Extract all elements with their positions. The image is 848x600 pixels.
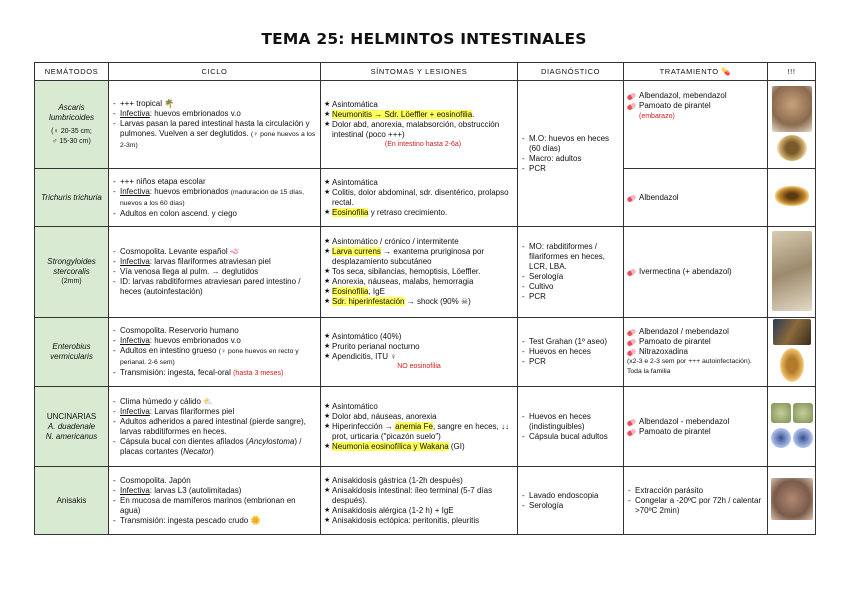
list-item: - Adultos en intestino grueso (♀ pone huevos en recto y perianal. 2-6 sem): [112, 346, 317, 368]
row-trichuris: [35, 169, 816, 227]
sintomas-anisakis: [321, 467, 518, 535]
list-item: - Cápsula bucal con dientes afilados (Ancylostoma) / placas cortantes (Necator): [112, 437, 317, 457]
list-item: - Transmisión: ingesta, fecal-oral (hasta 3 meses): [112, 368, 317, 379]
list-item: ★ Hiperinfección → anemia Fe, sangre en heces, ↓↓ prot, urticaria ("picazón suelo"): [324, 422, 514, 442]
list-item: - Larvas pasan la pared intestinal hasta la circulación y pulmones. Vuelven a ser deglutidos. (♀ pone huevos a los 2-3m): [112, 119, 317, 151]
list-item: - En mucosa de mamíferos marinos (embrionan en agua): [112, 496, 317, 516]
list-item: - Cultivo: [521, 282, 620, 292]
row-enterobius: [35, 318, 816, 387]
images-trichuris: [768, 169, 816, 227]
list-item: ★ Tos seca, sibilancias, hemoptisis, Löeffler.: [324, 267, 514, 277]
list-item: - Serología: [521, 272, 620, 282]
list-item: - Huevos en heces: [521, 347, 620, 357]
row-anisakis: [35, 467, 816, 535]
pill-icon: [626, 428, 636, 437]
header-row: [35, 63, 816, 81]
sintomas-trichuris: [321, 169, 518, 227]
name-enterobius: Enterobius vermicularis: [35, 318, 109, 387]
list-item: - Huevos en heces (indistinguibles): [521, 412, 620, 432]
list-item: - Cosmopolita. Reservorio humano: [112, 326, 317, 336]
ciclo-uncinarias: [109, 387, 321, 467]
enterobius-worm-image: [773, 319, 811, 345]
list-item: - Adultos en colon ascend. y ciego: [112, 209, 317, 219]
list-item: - Lavado endoscopia: [521, 491, 620, 501]
images-strongyloides: [768, 227, 816, 318]
list-item: - Infectiva: huevos embrionados v.o: [112, 109, 317, 119]
row-strongyloides: [35, 227, 816, 318]
diagnostico-enterobius: [518, 318, 624, 387]
sintomas-ascaris: [321, 81, 518, 169]
list-item: ★ Anorexia, náuseas, malabs, hemorragia: [324, 277, 514, 287]
enterobius-egg-image: [780, 348, 804, 382]
ascaris-egg-image: [777, 135, 807, 161]
list-item: ★ Asintomático: [324, 402, 514, 412]
hookworm-mouth-image: [793, 428, 813, 448]
list-item: ★ Colitis, dolor abdominal, sdr. disentérico, prolapso rectal.: [324, 188, 514, 208]
list-item: - Infectiva: huevos embrionados (maduración de 15 días, nuevos a los 60 días): [112, 187, 317, 209]
list-item: - Clima húmedo y cálido ⛅: [112, 397, 317, 407]
name-uncinarias: UNCINARIAS A. duadenale N. americanus: [35, 387, 109, 467]
pill-icon: [626, 268, 636, 277]
diagnostico-uncinarias: [518, 387, 624, 467]
hookworm-mouth-image: [771, 428, 791, 448]
list-item: - Cápsula bucal adultos: [521, 432, 620, 442]
pill-icon: [626, 92, 636, 101]
pill-icon: [626, 338, 636, 347]
helminths-table: [34, 62, 816, 535]
list-item: ★ Sdr. hiperinfestación → shock (90% ☠): [324, 297, 514, 307]
list-item: - Cosmopolita. Japón: [112, 476, 317, 486]
pill-icon: [626, 102, 636, 111]
list-item: ★ Apendicitis, ITU ♀: [324, 352, 514, 362]
name-anisakis: Anisakis: [35, 467, 109, 535]
diagnostico-anisakis: [518, 467, 624, 535]
list-item: ★ Anisakidosis gástrica (1-2h después): [324, 476, 514, 486]
tratamiento-ascaris: Albendazol, mebendazol Pamoato de pirantel (embarazo): [624, 81, 768, 169]
header-ciclo: CICLO: [109, 63, 321, 81]
list-item: - +++ niños etapa escolar: [112, 177, 317, 187]
images-enterobius: [768, 318, 816, 387]
list-item: - ID: larvas rabditiformes atraviesan pared intestino / heces (autoinfestación): [112, 277, 317, 297]
ciclo-anisakis: [109, 467, 321, 535]
diagnostico-strongyloides: [518, 227, 624, 318]
list-item: ★ Prurito perianal nocturno: [324, 342, 514, 352]
list-item: - Cosmopolita. Levante español 🪱: [112, 247, 317, 257]
header-diagnostico: DIAGNÓSTICO: [518, 63, 624, 81]
row-uncinarias: [35, 387, 816, 467]
list-item: ★ Asintomática: [324, 100, 514, 110]
list-item: ★ Eosinofilia y retraso crecimiento.: [324, 208, 514, 218]
pill-icon: [626, 348, 636, 357]
list-item: ★ Anisakidosis alérgica (1-2 h) + IgE: [324, 506, 514, 516]
list-item: ★ Neumonitis → Sdr. Löeffler + eosinofilia.: [324, 110, 514, 120]
hookworm-egg-image: [793, 403, 813, 423]
sintomas-strongyloides: [321, 227, 518, 318]
sintomas-enterobius: ★ Asintomático (40%) ★ Prurito perianal nocturno ★ Apendicitis, ITU ♀ NO eosinofilia: [321, 318, 518, 387]
list-item: ★ Neumonía eosinofílica y Wakana (GI): [324, 442, 514, 452]
pill-icon: [626, 328, 636, 337]
name-trichuris: Trichuris trichuria: [35, 169, 109, 227]
sintomas-uncinarias: [321, 387, 518, 467]
tratamiento-enterobius: Albendazol / mebendazol Pamoato de pirantel Nitrazoxadina (x2-3 e 2-3 sem por +++ autoinfectación). Toda la familia: [624, 318, 768, 387]
ciclo-ascaris: [109, 81, 321, 169]
header-extra: !!!: [768, 63, 816, 81]
tratamiento-anisakis: [624, 467, 768, 535]
list-item: - Serología: [521, 501, 620, 511]
list-item: - PCR: [521, 292, 620, 302]
list-item: ★ Asintomático (40%): [324, 332, 514, 342]
ascaris-worm-image: [772, 86, 812, 132]
images-ascaris: [768, 81, 816, 169]
list-item: - Adultos adheridos a pared intestinal (pierde sangre), larvas rabditiformes en heces.: [112, 417, 317, 437]
list-item: ★ Asintomática: [324, 178, 514, 188]
list-item: - Infectiva: huevos embrionados v.o: [112, 336, 317, 346]
hookworm-egg-image: [771, 403, 791, 423]
name-strongyloides: Strongyloides stercoralis (2mm): [35, 227, 109, 318]
list-item: - PCR: [521, 164, 620, 174]
ciclo-trichuris: [109, 169, 321, 227]
diagnostico-ascaris-trichuris: [518, 81, 624, 227]
tratamiento-trichuris: Albendazol: [624, 169, 768, 227]
list-item: - M.O: huevos en heces (60 días): [521, 134, 620, 154]
row-ascaris: [35, 81, 816, 169]
list-item: - Congelar a -20ºC por 72h / calentar >70ºC 2min): [627, 496, 764, 516]
page-title: TEMA 25: HELMINTOS INTESTINALES: [261, 30, 587, 48]
trichuris-egg-image: [775, 186, 809, 206]
list-item: - Extracción parásito: [627, 486, 764, 496]
ciclo-enterobius: [109, 318, 321, 387]
list-item: - +++ tropical 🌴: [112, 99, 317, 109]
strongyloides-larva-image: [772, 231, 812, 311]
pill-icon: [626, 418, 636, 427]
list-item: - Infectiva: Larvas filariformes piel: [112, 407, 317, 417]
list-item: - Transmisión: ingesta pescado crudo 🌼: [112, 516, 317, 526]
list-item: - PCR: [521, 357, 620, 367]
list-item: ★ Larva currens → exantema pruriginosa por desplazamiento subcutáneo: [324, 247, 514, 267]
list-item: ★ Eosinofilia, IgE: [324, 287, 514, 297]
ciclo-strongyloides: [109, 227, 321, 318]
name-ascaris: Ascaris lumbricoides (♀ 20-35 cm; ♂ 15-30 cm): [35, 81, 109, 169]
images-uncinarias: [768, 387, 816, 467]
list-item: - Infectiva: larvas L3 (autolimitadas): [112, 486, 317, 496]
list-item: ★ Anisakidosis intestinal: íleo terminal (5-7 días después).: [324, 486, 514, 506]
list-item: ★ Dolor abd, anorexia, malabsorción, obstrucción intestinal (poco +++) (En intestino hasta 2-6a): [324, 120, 514, 150]
list-item: ★ Anisakidosis ectópica: peritonitis, pleuritis: [324, 516, 514, 526]
list-item: - Infectiva: larvas filariformes atraviesan piel: [112, 257, 317, 267]
list-item: ★ Asintomático / crónico / intermitente: [324, 237, 514, 247]
list-item: - Test Grahan (1º aseo): [521, 337, 620, 347]
list-item: - Macro: adultos: [521, 154, 620, 164]
list-item: - Vía venosa llega al pulm. → deglutidos: [112, 267, 317, 277]
images-anisakis: [768, 467, 816, 535]
header-nematodos: NEMÁTODOS: [35, 63, 109, 81]
tratamiento-uncinarias: Albendazol - mebendazol Pamoato de pirantel: [624, 387, 768, 467]
list-item: ★ Dolor abd, náuseas, anorexia: [324, 412, 514, 422]
anisakis-image: [771, 478, 813, 520]
pill-icon: [626, 194, 636, 203]
header-tratamiento: TRATAMIENTO 💊: [624, 63, 768, 81]
tratamiento-strongyloides: Ivermectina (+ abendazol): [624, 227, 768, 318]
list-item: - MO: rabditiformes / filariformes en heces, LCR, LBA.: [521, 242, 620, 272]
header-sintomas: SÍNTOMAS Y LESIONES: [321, 63, 518, 81]
